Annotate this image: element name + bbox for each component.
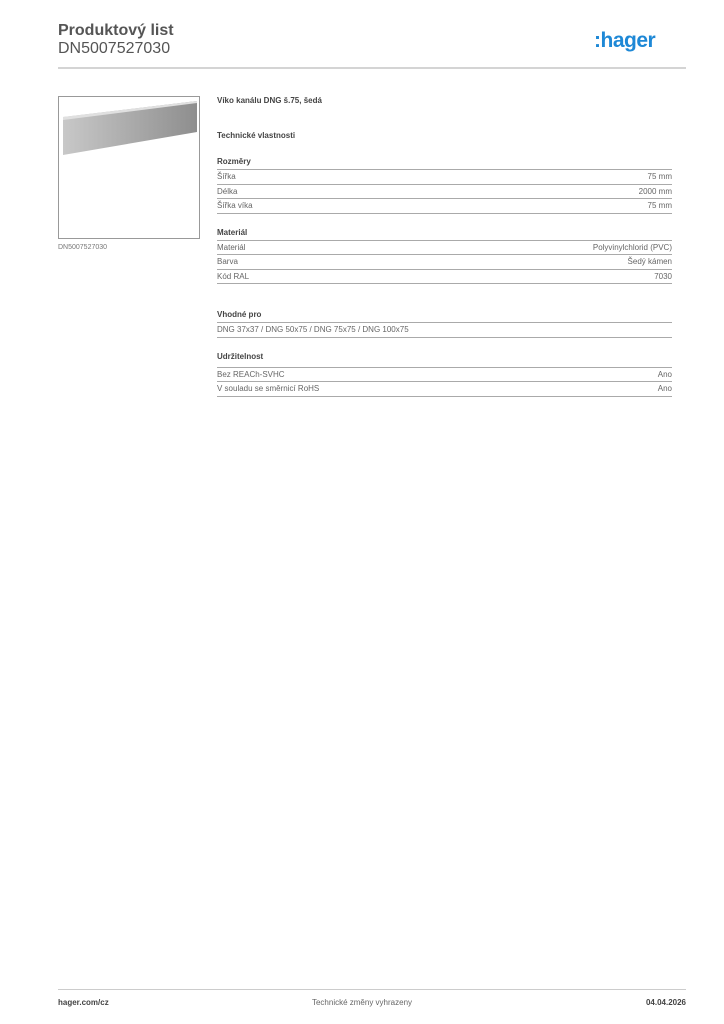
footer-website[interactable]: hager.com/cz <box>58 998 109 1007</box>
header-divider <box>58 67 686 69</box>
group-suitable-for <box>217 310 672 338</box>
footer-divider <box>58 989 686 990</box>
footer-note: Technické změny vyhrazeny <box>311 998 413 1007</box>
spec-column <box>217 96 672 397</box>
hager-logo: :hager <box>594 29 656 52</box>
spec-row <box>217 170 672 185</box>
group-material <box>217 228 672 285</box>
page-title: Produktový list <box>58 22 174 39</box>
spec-label: Materiál <box>217 242 246 252</box>
spec-row <box>217 368 672 383</box>
spec-label: Šířka <box>217 172 236 181</box>
spec-value: Ano <box>657 384 672 393</box>
spec-label: Kód RAL <box>217 271 250 281</box>
spec-row <box>217 199 672 214</box>
spec-value: 2000 mm <box>638 186 672 196</box>
spec-value: Polyvinylchlorid (PVC) <box>592 242 672 252</box>
spec-label: Šířka víka <box>217 201 253 210</box>
spec-label: DNG 37x37 / DNG 50x75 / DNG 75x75 / DNG 100x75 <box>217 325 409 334</box>
product-code: DN5007527030 <box>58 40 171 57</box>
footer-date: 04.04.2026 <box>645 998 686 1007</box>
spec-value: 75 mm <box>647 201 672 210</box>
spec-row <box>217 270 672 285</box>
group-title: Materiál <box>217 228 672 241</box>
spec-row <box>217 323 672 338</box>
group-title: Vhodné pro <box>217 310 672 323</box>
group-dimensions <box>217 157 672 214</box>
spec-label: Bez REACh-SVHC <box>217 369 285 379</box>
spec-row <box>217 255 672 270</box>
spec-row <box>217 382 672 397</box>
spec-value: Šedý kámen <box>627 257 672 266</box>
spec-value: 7030 <box>654 271 672 281</box>
spec-label: Délka <box>217 186 238 196</box>
product-image <box>58 96 200 239</box>
group-title: Rozměry <box>217 157 672 170</box>
spec-row <box>217 241 672 256</box>
group-title: Udržitelnost <box>217 352 672 368</box>
spec-row <box>217 185 672 200</box>
spec-value: Ano <box>657 369 672 379</box>
group-sustainability <box>217 352 672 397</box>
cable-cover-image <box>59 97 199 238</box>
section-title: Technické vlastnosti <box>217 131 296 140</box>
image-caption: DN5007527030 <box>58 244 108 251</box>
spec-value: 75 mm <box>647 172 672 181</box>
product-name: Víko kanálu DNG š.75, šedá <box>217 96 322 105</box>
spec-label: V souladu se směrnicí RoHS <box>217 384 320 393</box>
spec-label: Barva <box>217 257 238 266</box>
